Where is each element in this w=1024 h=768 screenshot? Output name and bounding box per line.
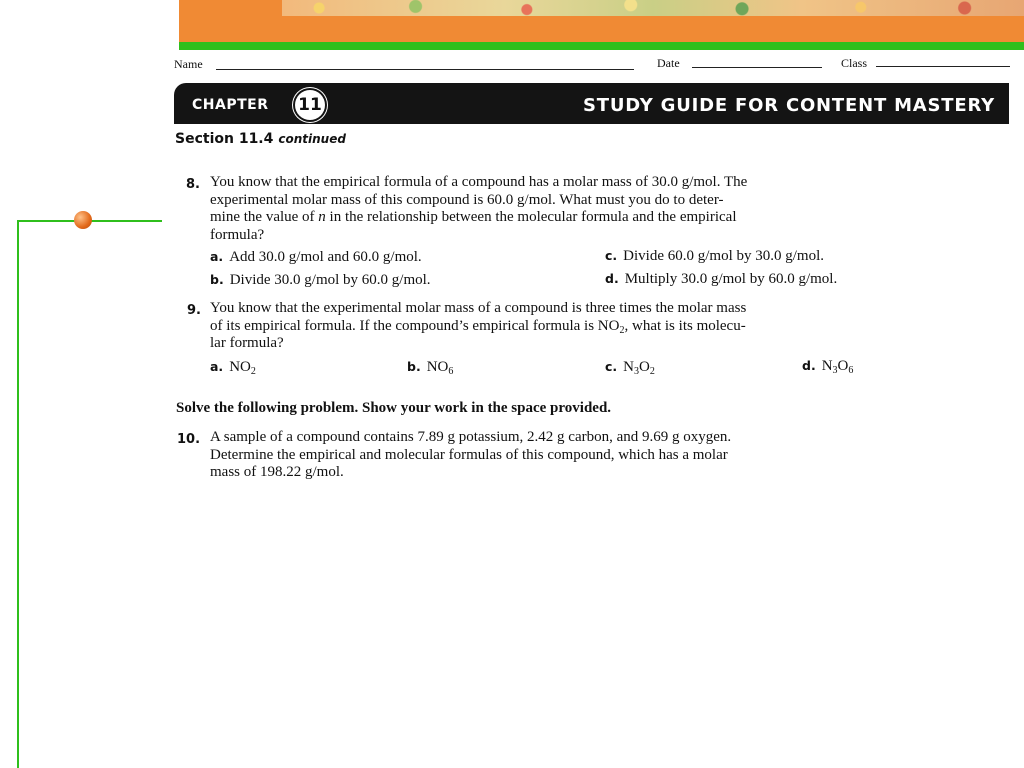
name-line xyxy=(216,69,634,70)
q8-line: You know that the empirical formula of a compound has a molar mass of 30.0 g/mol. The xyxy=(210,174,748,190)
chapter-word: CHAPTER xyxy=(192,97,269,113)
q9-number: 9. xyxy=(187,303,201,318)
q8-line: experimental molar mass of this compound is 60.0 g/mol. What must you do to deter- xyxy=(210,191,724,208)
section-note: continued xyxy=(278,132,346,146)
date-label: Date xyxy=(657,56,680,70)
section-heading xyxy=(175,131,346,147)
q9-option-c[interactable]: c. $N_3O_2$ xyxy=(605,359,655,377)
q9-option-a[interactable]: a. $NO_2$ xyxy=(210,359,256,377)
name-date-class-row xyxy=(174,57,1010,73)
q10-text xyxy=(210,429,910,482)
study-guide-title: STUDY GUIDE FOR CONTENT MASTERY xyxy=(583,95,995,116)
q8-option-a[interactable]: a. Add 30.0 g/mol and 60.0 g/mol. xyxy=(210,249,422,265)
q10-number: 10. xyxy=(177,432,201,447)
q8-number: 8. xyxy=(186,177,200,192)
q8-line: mine the value of n in the relationship between the molecular formula and the empirical xyxy=(210,209,737,225)
name-label: Name xyxy=(174,57,203,71)
q9-line: lar formula? xyxy=(210,335,284,351)
q8-line: formula? xyxy=(210,226,265,243)
q9-text xyxy=(210,300,910,353)
section-label: Section 11.4 xyxy=(175,131,274,147)
q9-option-b[interactable]: b. $NO_6$ xyxy=(407,359,454,377)
instruction-text: Solve the following problem. Show your work in the space provided. xyxy=(176,400,612,416)
q10-line: Determine the empirical and molecular formulas of this compound, which has a molar xyxy=(210,446,728,463)
chapter-number-badge: 11 xyxy=(295,90,325,120)
class-line xyxy=(876,66,1010,67)
q8-option-b[interactable]: b. Divide 30.0 g/mol by 60.0 g/mol. xyxy=(210,272,431,288)
q9-line: of its empirical formula. If the compound’s empirical formula is $NO_2$, what is its molecu- xyxy=(210,317,746,336)
top-green-bar xyxy=(179,42,1024,50)
chapter-banner xyxy=(174,83,1009,124)
left-green-line-vertical xyxy=(17,220,19,768)
orange-bullet-dot xyxy=(74,211,92,229)
date-line xyxy=(692,67,822,68)
q9-option-d[interactable]: d. $N_3O_6$ xyxy=(802,358,854,376)
q10-line: A sample of a compound contains 7.89 g potassium, 2.42 g carbon, and 9.69 g oxygen. xyxy=(210,429,732,445)
q8-text xyxy=(210,174,910,244)
floral-banner-image xyxy=(282,0,1024,16)
q8-option-d[interactable]: d. Multiply 30.0 g/mol by 60.0 g/mol. xyxy=(605,271,838,287)
q8-option-c[interactable]: c. Divide 60.0 g/mol by 30.0 g/mol. xyxy=(605,248,825,264)
class-label: Class xyxy=(841,56,868,70)
q10-line: mass of 198.22 g/mol. xyxy=(210,464,344,480)
q9-line: You know that the experimental molar mass of a compound is three times the molar mass xyxy=(210,300,747,316)
